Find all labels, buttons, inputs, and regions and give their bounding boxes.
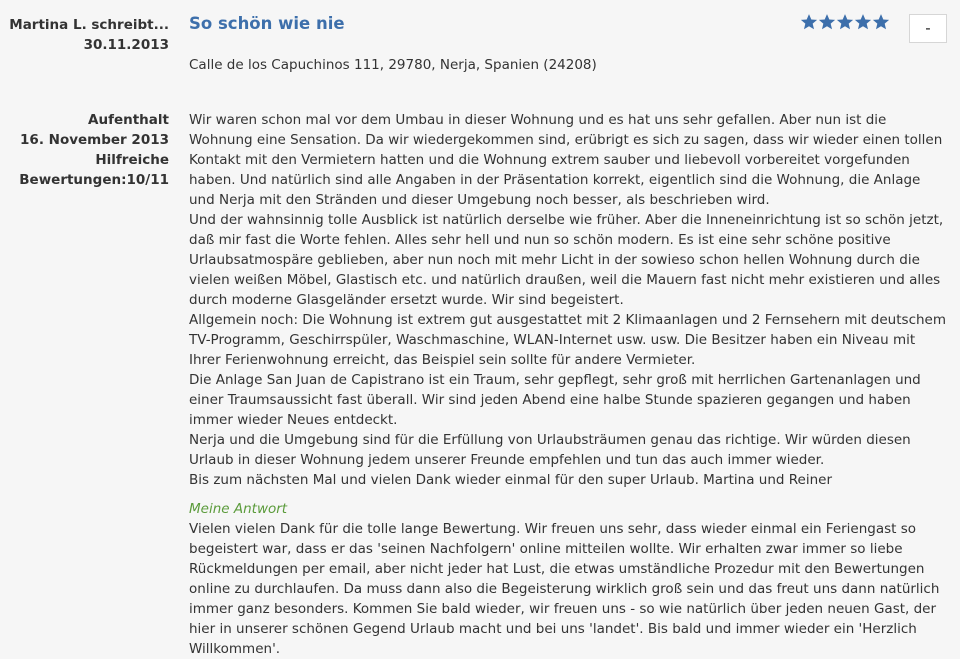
review-author: Martina L. schreibt... <box>9 17 169 33</box>
stay-label: Aufenthalt <box>88 112 169 128</box>
review-paragraph: Die Anlage San Juan de Capistrano ist ein Traum, sehr gepflegt, sehr groß mit herrlichen Gartenanlagen und einer Traumsaussicht fast überall. Wir sind jeden Abend eine halbe Stunde spazieren gegangen und haben immer wieder Neues entdeckt. <box>189 372 921 428</box>
review-paragraph: Allgemein noch: Die Wohnung ist extrem gut ausgestattet mit 2 Klimaanlagen und 2 Fernsehern mit deutschem TV-Programm, Geschirrspüler, Waschmaschine, WLAN-Internet usw. usw. Die Besitzer haben ein Niveau mit Ihrer Ferienwohnung erreicht, das Beispiel sein sollte für andere Vermieter. <box>189 312 947 368</box>
star-icon <box>836 13 854 31</box>
review-body <box>189 110 949 490</box>
star-icon <box>854 13 872 31</box>
review-paragraph: Nerja und die Umgebung sind für die Erfüllung von Urlaubsträumen genau das richtige. Wir würden diesen Urlaub in dieser Wohnung jedem unserer Freunde empfehlen und tun das auch immer wieder. <box>189 432 911 468</box>
stay-info-block <box>0 110 169 190</box>
collapse-button[interactable]: - <box>909 14 947 43</box>
helpful-label: Hilfreiche <box>95 152 169 168</box>
owner-answer-label: Meine Antwort <box>189 501 288 517</box>
stay-date: 16. November 2013 <box>20 132 169 148</box>
star-rating <box>800 13 890 31</box>
review-paragraph: Und der wahnsinnig tolle Ausblick ist natürlich derselbe wie früher. Aber die Inneneinrichtung ist so schön jetzt, daß mir fast die Worte fehlen. Alles sehr hell und nun so schön modern. Es ist eine sehr schöne positive Urlaubsatmospäre geblieben, aber nun noch mit mehr Licht in der sowieso schon hellen Wohnung durch die vielen weißen Möbel, Glastisch etc. und natürlich draußen, weil die Mauern fast nicht mehr existieren und alles durch moderne Glasgeländer ersetzt wurde. Wir sind begeistert. <box>189 212 944 308</box>
helpful-count: Bewertungen:10/11 <box>19 172 169 188</box>
review-paragraph: Wir waren schon mal vor dem Umbau in dieser Wohnung und es hat uns sehr gefallen. Aber nun ist die Wohnung eine Sensation. Da wir wiedergekommen sind, erübrigt es sich zu sagen, dass wir wieder einen tollen Kontakt mit den Vermietern hatten und die Wohnung extrem sauber und liebevoll vorbereitet vorgefunden haben. Und natürlich sind alle Angaben in der Präsentation korrekt, eigentlich sind die Wohnung, die Anlage und Nerja mit den Stränden und dieser Umgebung noch besser, als beschrieben wird. <box>189 112 943 208</box>
property-address: Calle de los Capuchinos 111, 29780, Nerja, Spanien (24208) <box>189 57 597 73</box>
review-author-block <box>0 15 169 55</box>
star-icon <box>872 13 890 31</box>
review-paragraph: Bis zum nächsten Mal und vielen Dank wieder einmal für den super Urlaub. Martina und Reiner <box>189 472 833 488</box>
review-date: 30.11.2013 <box>83 37 169 53</box>
star-icon <box>818 13 836 31</box>
star-icon <box>800 13 818 31</box>
review-title: So schön wie nie <box>189 14 345 33</box>
owner-answer-text: Vielen vielen Dank für die tolle lange Bewertung. Wir freuen uns sehr, dass wieder einmal ein Feriengast so begeistert war, dass er das 'seinen Nachfolgern' online mitteilen wollte. Wir erhalten zwar immer so liebe Rückmeldungen per email, aber nicht jeder hat Lust, die etwas umständliche Prozedur mit den Bewertungen online zu durchlaufen. Da muss dann also die Begeisterung wirklich groß sein und das freut uns dann natürlich immer ganz besonders. Kommen Sie bald wieder, wir freuen uns - so wie natürlich über jeden neuen Gast, der hier in unserer schönen Gegend Urlaub macht und bei uns 'landet'. Bis bald und immer wieder ein 'Herzlich Willkommen'. <box>189 521 940 657</box>
